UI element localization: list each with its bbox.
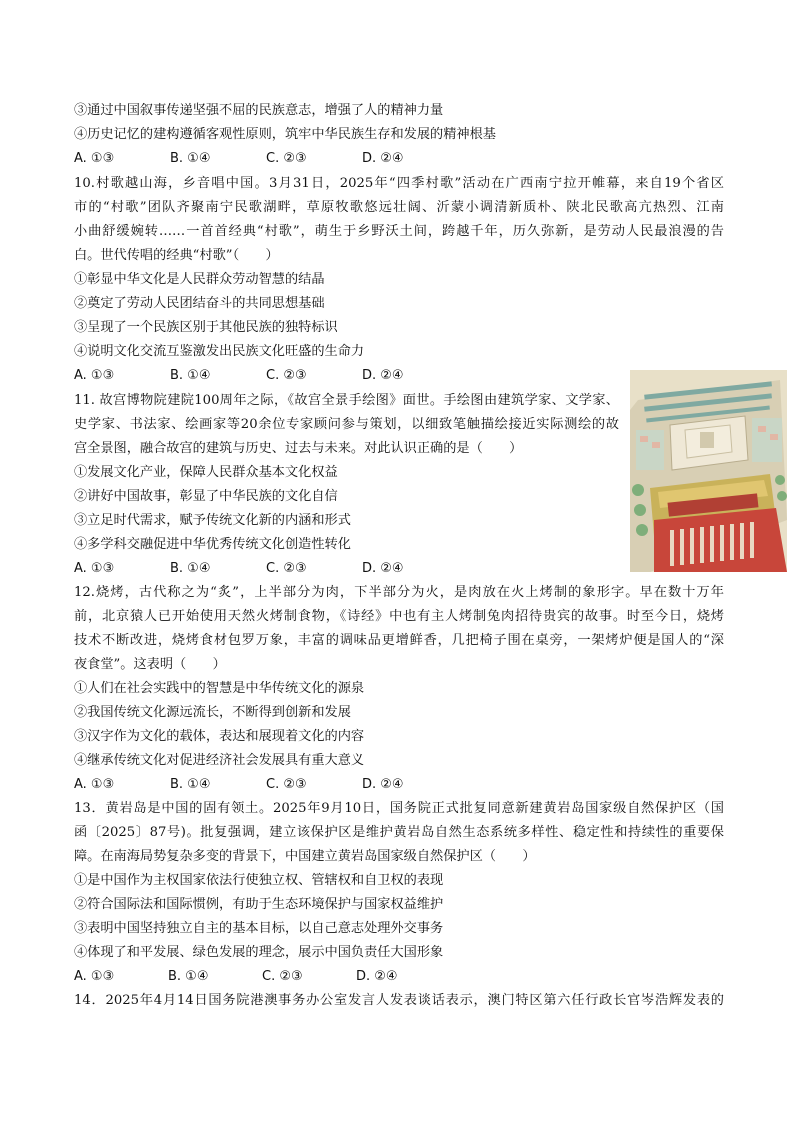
option-b: B. ①④ — [170, 151, 211, 166]
q12-choice-1: ①人们在社会实践中的智慧是中华传统文化的源泉 — [74, 681, 365, 696]
q11-choice-2: ②讲好中国故事，彰显了中华民族的文化自信 — [74, 489, 338, 504]
option-a: A. ①③ — [74, 561, 115, 576]
option-a: A. ①③ — [74, 777, 115, 792]
option-b: B. ①④ — [170, 368, 211, 383]
q11-choice-4: ④多学科交融促进中华优秀传统文化创造性转化 — [74, 537, 351, 552]
option-a: A. ①③ — [74, 151, 115, 166]
q12-stem-line-4: 夜食堂”。这表明（ ） — [74, 657, 226, 672]
option-d: D. ②④ — [362, 368, 404, 383]
q13-choice-3: ③表明中国坚持独立自主的基本目标，以自己意志处理外交事务 — [74, 921, 444, 936]
q10-choice-1: ①彰显中华文化是人民群众劳动智慧的结晶 — [74, 272, 325, 287]
option-b: B. ①④ — [170, 777, 211, 792]
q9-options — [74, 150, 458, 168]
option-b: B. ①④ — [168, 969, 209, 984]
q12-options — [74, 776, 458, 794]
q12-stem-line-1: 12.烧烤，古代称之为“炙”，上半部分为肉，下半部分为火，是肉放在火上烤制的象形字。早在数十万年 — [74, 585, 724, 600]
q13-choice-1: ①是中国作为主权国家依法行使独立权、管辖权和自卫权的表现 — [74, 873, 444, 888]
q13-options — [74, 968, 450, 986]
q14-stem-line-1: 14．2025年4月14日国务院港澳事务办公室发言人发表谈话表示，澳门特区第六任行政长官岑浩辉发表的 — [74, 993, 724, 1008]
option-d: D. ②④ — [356, 969, 398, 984]
option-c: C. ②③ — [266, 368, 307, 383]
q12-choice-4: ④继承传统文化对促进经济社会发展具有重大意义 — [74, 753, 365, 768]
q10-stem-line-4: 白。世代传唱的经典“村歌”（ ） — [74, 248, 279, 263]
option-c: C. ②③ — [262, 969, 303, 984]
q10-options — [74, 367, 458, 385]
q10-stem-line-3: 小曲舒缓婉转……一首首经典“村歌”，萌生于乡野沃土间，跨越千年，历久弥新，是劳动人民最浪漫的告 — [74, 224, 724, 239]
q10-stem-line-2: 市的“村歌”团队齐聚南宁民歌湖畔，草原牧歌悠远壮阔、沂蒙小调清新质朴、陕北民歌高亢热烈、江南 — [74, 200, 724, 215]
option-d: D. ②④ — [362, 777, 404, 792]
q10-stem-line-1: 10.村歌越山海，乡音唱中国。3月31日，2025年“四季村歌”活动在广西南宁拉开帷幕，来自19个省区 — [74, 176, 724, 191]
q10-choice-3: ③呈现了一个民族区别于其他民族的独特标识 — [74, 320, 338, 335]
q10-choice-2: ②奠定了劳动人民团结奋斗的共同思想基础 — [74, 296, 325, 311]
option-d: D. ②④ — [362, 151, 404, 166]
q11-options — [74, 560, 458, 578]
option-d: D. ②④ — [362, 561, 404, 576]
q9-choice-3: ③通过中国叙事传递坚强不屈的民族意志，增强了人的精神力量 — [74, 103, 444, 118]
forbidden-city-panorama-image — [630, 370, 787, 572]
q12-stem-line-3: 技术不断改进，烧烤食材包罗万象，丰富的调味品更增鲜香，几把椅子围在桌旁，一架烤炉便是国人的“深 — [74, 633, 724, 648]
q11-choice-1: ①发展文化产业，保障人民群众基本文化权益 — [74, 465, 338, 480]
q11-stem-line-1: 11. 故宫博物院建院100周年之际，《故宫全景手绘图》面世。手绘图由建筑学家、文学家、 — [74, 393, 619, 408]
q12-choice-2: ②我国传统文化源远流长，不断得到创新和发展 — [74, 705, 351, 720]
option-b: B. ①④ — [170, 561, 211, 576]
option-c: C. ②③ — [266, 777, 307, 792]
q12-choice-3: ③汉字作为文化的载体，表达和展现着文化的内容 — [74, 729, 365, 744]
q13-stem-line-3: 障。在南海局势复杂多变的背景下，中国建立黄岩岛国家级自然保护区（ ） — [74, 849, 536, 864]
q10-choice-4: ④说明文化交流互鉴激发出民族文化旺盛的生命力 — [74, 344, 365, 359]
q13-stem-line-2: 函〔2025〕87号)。批复强调，建立该保护区是维护黄岩岛自然生态系统多样性、稳定性和持续性的重要保 — [74, 825, 724, 840]
q11-stem-line-2: 史学家、书法家、绘画家等20余位专家顾问参与策划，以细致笔触描绘接近实际测绘的故 — [74, 417, 619, 432]
q12-stem-line-2: 前，北京猿人已开始使用天然火烤制食物，《诗经》中也有主人烤制兔肉招待贵宾的故事。时至今日，烧烤 — [74, 609, 724, 624]
q9-choice-4: ④历史记忆的建构遵循客观性原则，筑牢中华民族生存和发展的精神根基 — [74, 127, 496, 142]
q13-stem-line-1: 13．黄岩岛是中国的固有领土。2025年9月10日，国务院正式批复同意新建黄岩岛国家级自然保护区（国 — [74, 801, 724, 816]
option-a: A. ①③ — [74, 969, 115, 984]
q11-stem-line-3: 宫全景图，融合故宫的建筑与历史、过去与未来。对此认识正确的是（ ） — [74, 441, 523, 456]
q13-choice-4: ④体现了和平发展、绿色发展的理念，展示中国负责任大国形象 — [74, 945, 444, 960]
q11-choice-3: ③立足时代需求，赋予传统文化新的内涵和形式 — [74, 513, 351, 528]
option-c: C. ②③ — [266, 151, 307, 166]
option-a: A. ①③ — [74, 368, 115, 383]
option-c: C. ②③ — [266, 561, 307, 576]
q13-choice-2: ②符合国际法和国际惯例，有助于生态环境保护与国家权益维护 — [74, 897, 444, 912]
